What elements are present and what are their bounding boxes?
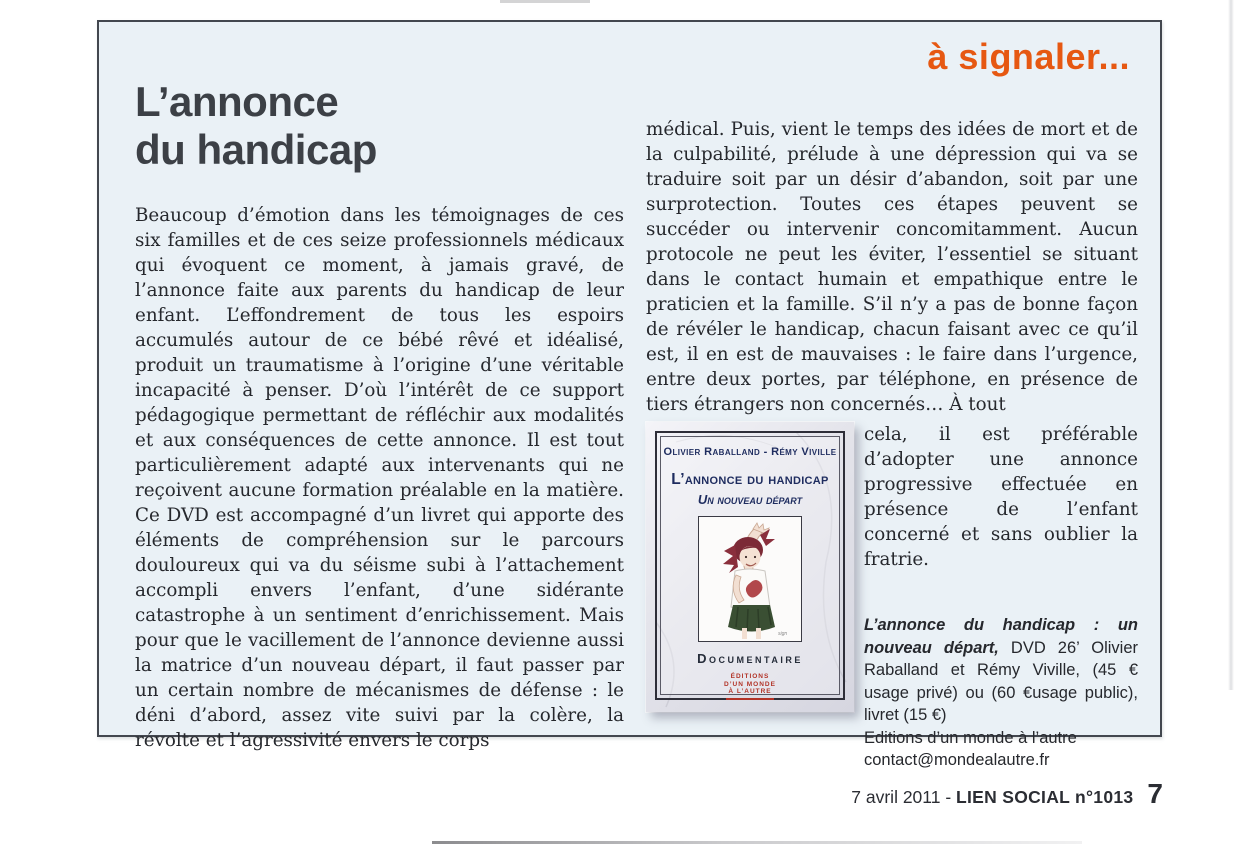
- page-footer: [97, 778, 1163, 810]
- publisher-logo-line-1: ÉDITIONS: [730, 673, 770, 680]
- dvd-cover: [646, 422, 854, 712]
- svg-text:sign: sign: [778, 631, 788, 637]
- caption-title: L’annonce du handicap : un nouveau départ,: [864, 616, 1138, 657]
- girl-illustration: [698, 516, 802, 642]
- left-column-text: Beaucoup d’émotion dans les témoignages de ces six familles et de ces seize professionnels médicaux qui évoquent ce moment, à jamais gravé, de l’annonce faite aux parents du handicap de leur enfant. L’effondrement de tous les espoirs accumulés autour de ce bébé rêvé et idéalisé, produit un traumatisme à l’origine d’une véritable incapacité à penser. D’où l’intérêt de ce support pédagogique permettant de réfléchir aux modalités et aux conséquences de cette annonce. Il est tout particulièrement adapté aux intervenants qui ne reçoivent aucune formation préalable en la matière. Ce DVD est accompagné d’un livret qui apporte des éléments de compréhension sur le parcours douloureux qui va du séisme subi à l’attachement accompli envers l’enfant, d’une sidérante catastrophe à un sentiment d’enrichissement. Mais pour que le vacillement de l’annonce devienne aussi la matrice d’un nouveau départ, il faut passer par un certain nombre de mécanismes de défense : le déni d’abord, assez vite suivi par la colère, la révolte et l’agressivité envers le corps: [135, 205, 624, 751]
- section-label: à signaler...: [927, 36, 1130, 77]
- wrapped-text-column: [864, 422, 1138, 772]
- girl-drawing-icon: [699, 517, 801, 641]
- article-panel: [97, 20, 1162, 769]
- article-title-line-2: du handicap: [135, 126, 377, 173]
- scan-artifact-page-edge-shadow: [1228, 0, 1234, 690]
- right-column-text-part-1: médical. Puis, vient le temps des idées de mort et de la culpabilité, prélude à une dépression qui va se traduire soit par un désir d’abandon, soit par une surprotection. Toutes ces étapes peuvent se succéder ou intervenir concomitamment. Aucun protocole ne peut les éviter, l’essentiel se situant dans le contact humain et empathique entre le praticien et la famille. S’il n’y a pas de bonne façon de révéler le handicap, chacun faisant avec ce qu’il est, il en est de mauvaises : le faire dans l’urgence, entre deux portes, par téléphone, en présence de tiers étrangers non concernés… À tout: [646, 119, 1138, 415]
- article-title-line-1: L’annonce: [135, 78, 339, 125]
- cover-inner-frame: [660, 436, 840, 695]
- dvd-caption: [864, 614, 1138, 727]
- caption-details: DVD 26’ Olivier Raballand et Rémy Viville, (45 € usage privé) ou (60 €usage public), livret (15 €): [864, 638, 1138, 724]
- cover-and-wrapped-text-row: [646, 422, 1138, 772]
- cover-genre-label: Documentaire: [697, 651, 803, 666]
- right-column: [646, 117, 1138, 772]
- scan-artifact-bottom-bar: [432, 841, 1082, 844]
- publisher-logo-line-3: À L’AUTRE: [728, 688, 772, 695]
- footer-page-number: 7: [1147, 778, 1163, 809]
- caption-contact: contact@mondealautre.fr: [864, 751, 1050, 769]
- cover-authors: Olivier Raballand - Rémy Viville: [663, 446, 837, 458]
- publisher-logo-underline: [726, 698, 774, 700]
- article-title: [135, 78, 377, 174]
- publisher-logo-line-2: D’UN MONDE: [724, 680, 776, 688]
- publisher-logo: [724, 673, 776, 700]
- scan-artifact-top-smudge: [500, 0, 590, 3]
- cover-title: L’annonce du handicap: [671, 471, 829, 488]
- caption-publisher: Editions d’un monde à l’autre: [864, 728, 1077, 747]
- footer-date: 7 avril 2011 -: [851, 787, 957, 807]
- right-column-text-part-2: cela, il est préférable d’adopter une annonce progressive effectuée en présence de l’enfant concerné et sans oublier la fratrie.: [864, 424, 1138, 570]
- cover-outer-frame: [655, 431, 845, 700]
- footer-magazine-title: LIEN SOCIAL n°1013: [956, 787, 1134, 807]
- cover-subtitle: Un nouveau départ: [697, 492, 803, 507]
